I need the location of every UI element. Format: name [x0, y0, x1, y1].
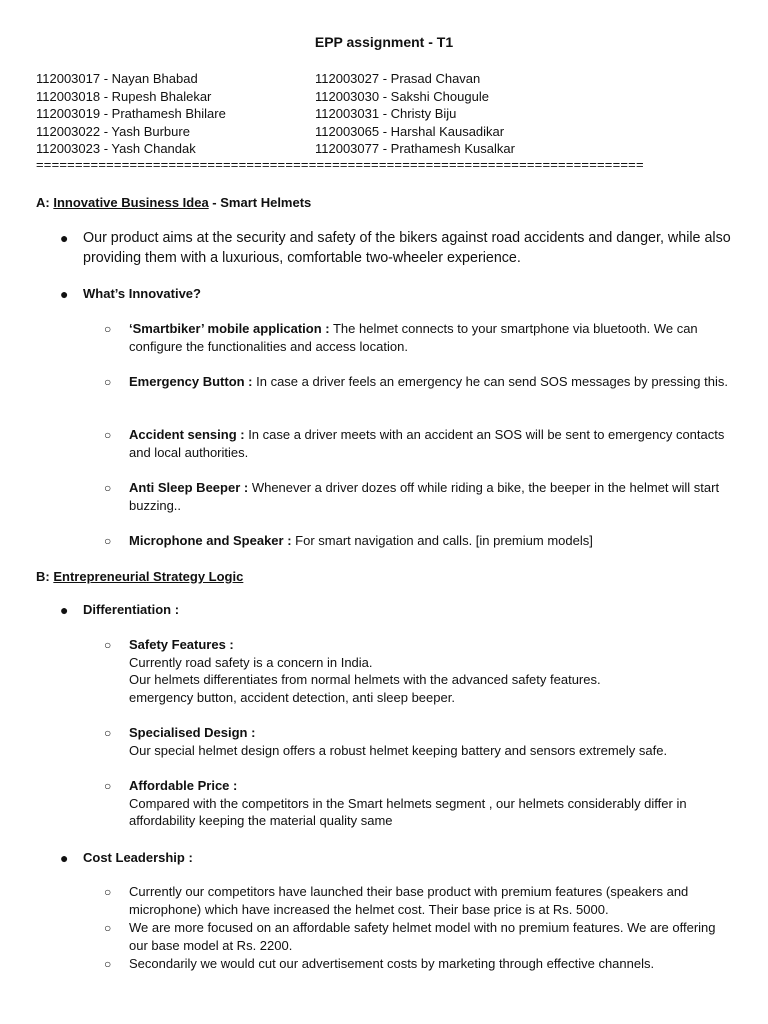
item-line: Our special helmet design offers a robust helmet keeping battery and sensors extremely safe.: [129, 742, 668, 758]
cost-item: Currently our competitors have launched their base product with premium features (speakers and microphone) which have increased the helmet cost. Their base price is at Rs. 5000.: [129, 884, 689, 917]
feature-label: Microphone and Speaker :: [129, 533, 292, 548]
circle-bullet-icon: ○: [104, 481, 112, 495]
cost-leadership-heading: Cost Leadership :: [83, 850, 193, 865]
feature-text: In case a driver feels an emergency he can send SOS messages by pressing this.: [252, 374, 728, 389]
circle-bullet-icon: ○: [104, 779, 112, 793]
differentiation-heading: Differentiation :: [83, 602, 180, 617]
circle-bullet-icon: ○: [104, 534, 112, 548]
bullet-icon: ●: [60, 230, 69, 246]
member-entry: 112003017 - Nayan Bhabad: [36, 71, 198, 86]
member-entry: 112003022 - Yash Burbure: [36, 123, 190, 139]
document-title: EPP assignment - T1: [314, 34, 454, 50]
roster-row: [36, 88, 736, 106]
feature-label: Accident sensing :: [129, 427, 245, 442]
item-line: Compared with the competitors in the Smart helmets segment , our helmets considerably differ in affordability keeping the material quality same: [129, 795, 687, 829]
intro-paragraph: Our product aims at the security and safety of the bikers against road accidents and danger, while also providing them with a luxurious, comfortable two-wheeler experience.: [83, 230, 731, 266]
item-label: Safety Features :: [129, 637, 234, 652]
bullet-icon: ●: [60, 850, 69, 866]
circle-bullet-icon: ○: [104, 957, 112, 971]
circle-bullet-icon: ○: [104, 428, 112, 442]
circle-bullet-icon: ○: [104, 322, 112, 336]
section-a-prefix: A:: [36, 195, 50, 210]
feature-text: For smart navigation and calls. [in premium models]: [291, 533, 593, 548]
section-a-suffix: - Smart Helmets: [208, 195, 312, 210]
roster-row: [36, 70, 736, 88]
cost-item: Secondarily we would cut our advertisement costs by marketing through effective channels.: [129, 956, 655, 971]
section-a-title: Innovative Business Idea: [53, 195, 209, 210]
feature-label: Emergency Button :: [129, 374, 253, 389]
member-entry: 112003018 - Rupesh Bhalekar: [36, 88, 212, 104]
item-line: Currently road safety is a concern in India.: [129, 654, 373, 670]
roster-row: [36, 123, 736, 141]
item-line: Our helmets differentiates from normal helmets with the advanced safety features.: [129, 672, 601, 688]
member-entry: 112003019 - Prathamesh Bhilare: [36, 106, 226, 122]
circle-bullet-icon: ○: [104, 921, 112, 935]
team-roster: [36, 70, 736, 158]
member-entry: 112003077 - Prathamesh Kusalkar: [315, 141, 515, 157]
member-entry: 112003027 - Prasad Chavan: [315, 71, 481, 86]
feature-label: ‘Smartbiker’ mobile application :: [129, 321, 330, 336]
feature-text: In case a driver meets with an accident an SOS will be sent to emergency contacts and local authorities.: [129, 427, 725, 460]
member-entry: 112003030 - Sakshi Chougule: [315, 88, 489, 104]
innovative-heading: What’s Innovative?: [83, 286, 201, 301]
feature-item: [129, 373, 729, 391]
circle-bullet-icon: ○: [104, 638, 112, 652]
feature-item: [129, 320, 729, 355]
differentiation-item: [129, 636, 729, 706]
item-label: Affordable Price :: [129, 778, 238, 793]
circle-bullet-icon: ○: [104, 726, 112, 740]
feature-text: Whenever a driver dozes off while riding a bike, the beeper in the helmet will start buzzing..: [129, 480, 720, 513]
differentiation-item: [129, 777, 729, 830]
circle-bullet-icon: ○: [104, 885, 112, 899]
member-entry: 112003065 - Harshal Kausadikar: [315, 123, 505, 139]
bullet-icon: ●: [60, 286, 69, 302]
item-line: emergency button, accident detection, anti sleep beeper.: [129, 689, 455, 705]
feature-item: [129, 479, 729, 514]
member-entry: 112003023 - Yash Chandak: [36, 141, 196, 157]
feature-item: [129, 532, 729, 550]
section-a-heading: [36, 195, 311, 210]
roster-row: [36, 105, 736, 123]
item-label: Specialised Design :: [129, 725, 256, 740]
member-entry: 112003031 - Christy Biju: [315, 106, 457, 122]
circle-bullet-icon: ○: [104, 375, 112, 389]
section-b-heading: [36, 569, 243, 584]
feature-label: Anti Sleep Beeper :: [129, 480, 249, 495]
feature-item: [129, 426, 729, 461]
section-b-title: Entrepreneurial Strategy Logic: [53, 569, 244, 584]
cost-item: We are more focused on an affordable safety helmet model with no premium features. We are offering our base model at Rs. 2200.: [129, 920, 716, 953]
roster-row: [36, 140, 736, 158]
differentiation-item: [129, 724, 729, 759]
separator-line: ==============================================================================: [36, 157, 644, 172]
feature-text: The helmet connects to your smartphone via bluetooth. We can configure the functionalities and access location.: [129, 321, 698, 354]
section-b-prefix: B:: [36, 569, 50, 584]
bullet-icon: ●: [60, 602, 69, 618]
